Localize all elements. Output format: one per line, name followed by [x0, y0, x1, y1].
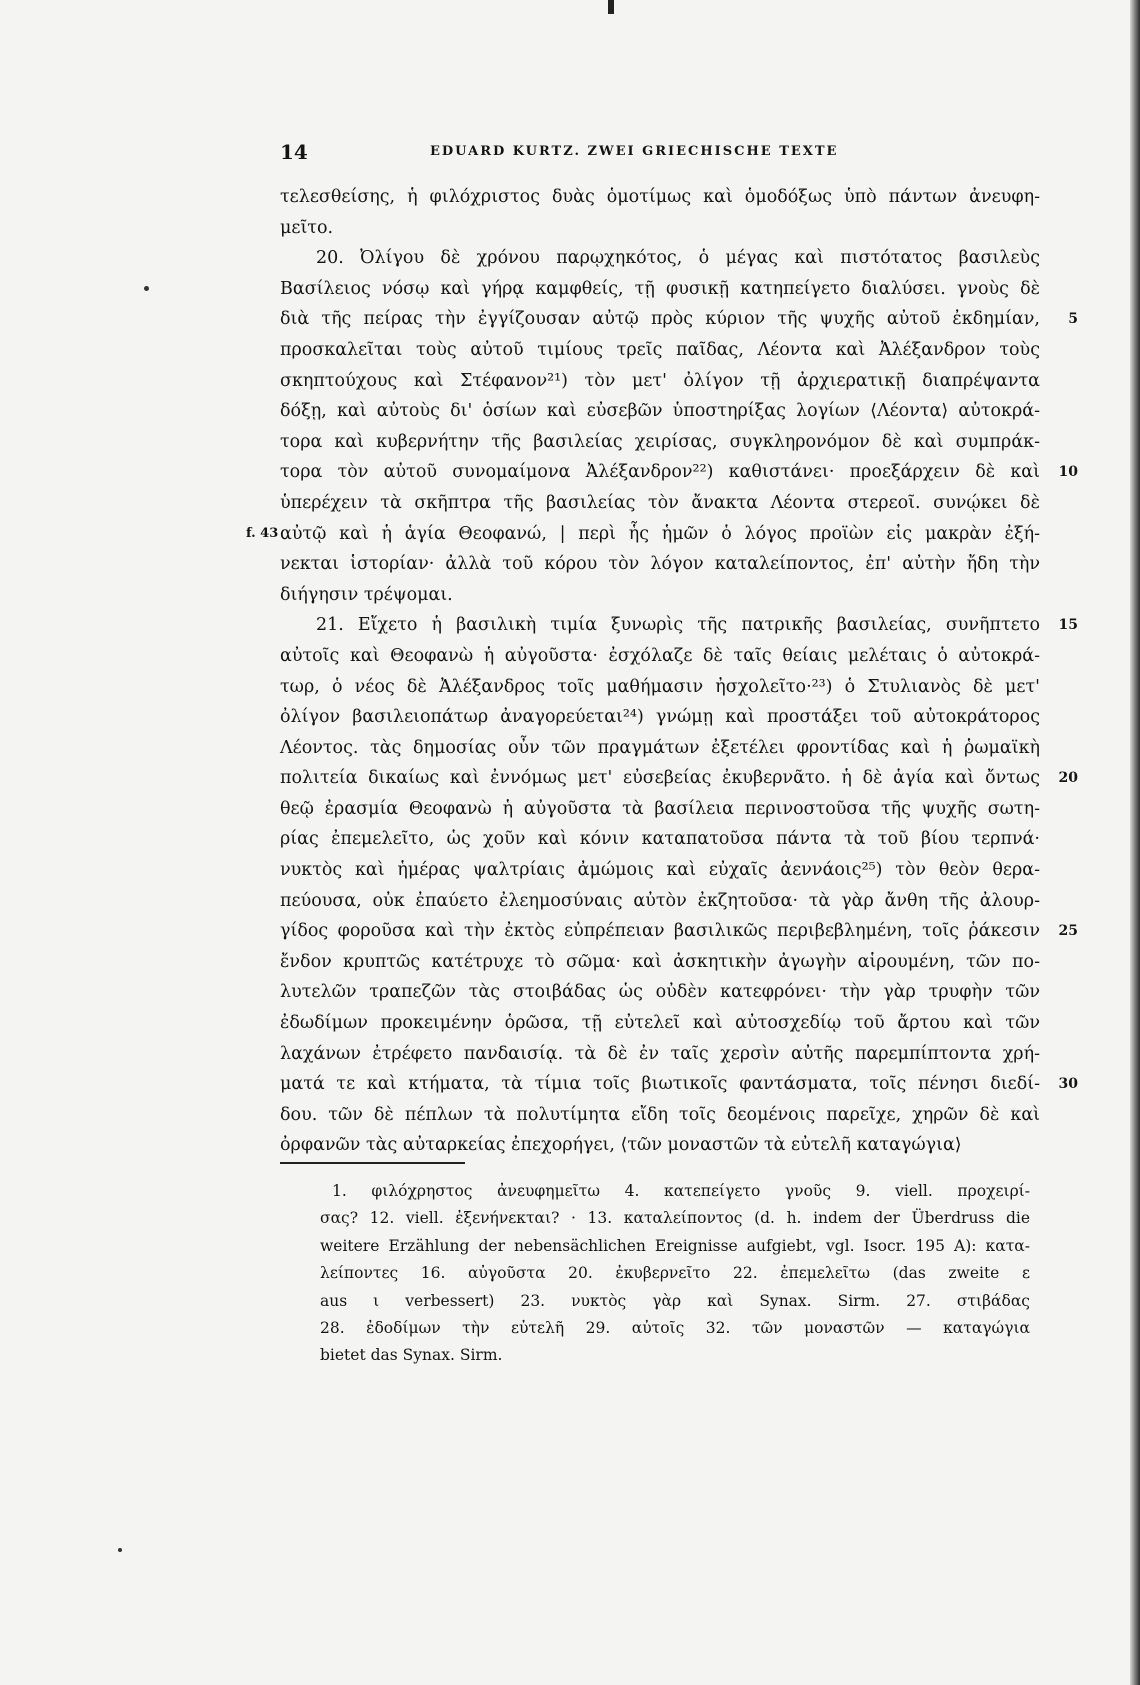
text-line-content: 20. Ὀλίγου δὲ χρόνου παρῳχηκότος, ὁ μέγας καὶ πιστότατος βασιλεὺς	[316, 248, 1040, 269]
text-line	[280, 855, 1040, 886]
text-line	[280, 916, 1078, 947]
text-line-content: μεῖτο.	[280, 217, 334, 238]
text-line	[280, 396, 1040, 427]
text-line-content: νεκται ἱστορίαν· ἀλλὰ τοῦ κόρου τὸν λόγον καταλείποντος, ἐπ' αὐτὴν ἤδη τὴν	[280, 554, 1040, 575]
text-line	[280, 672, 1040, 703]
line-number: 25	[1058, 923, 1078, 940]
text-line	[280, 1130, 1040, 1161]
text-line-content: πεύουσα, οὐκ ἐπαύετο ἐλεημοσύναις αὐτὸν ἐκζητοῦσα· τὰ γὰρ ἄνθη τῆς ἀλουρ-	[280, 890, 1040, 911]
text-line	[280, 763, 1078, 794]
text-line-content: τωρ, ὁ νέος δὲ Ἀλέξανδρος τοῖς μαθήμασιν ἠσχολεῖτο·²³) ὁ Στυλιανὸς δὲ μετ'	[280, 676, 1040, 697]
scan-speck	[144, 286, 149, 291]
text-line-content: Βασίλειος νόσῳ καὶ γήρᾳ καμφθείς, τῇ φυσικῇ κατηπείγετο διαλύσει. γνοὺς δὲ	[280, 278, 1040, 299]
text-line-content: τορα τὸν αὐτοῦ συνομαίμονα Ἀλέξανδρον²²) καθιστάνει· προεξάρχειν δὲ καὶ	[280, 462, 1040, 483]
page-edge-shadow	[1130, 0, 1140, 1685]
text-line-content: γίδος φοροῦσα καὶ τὴν ἐκτὸς εὐπρέπειαν βασιλικῶς περιβεβλημένη, τοῖς ῥάκεσιν	[280, 921, 1040, 942]
text-line	[280, 733, 1040, 764]
text-line	[280, 366, 1040, 397]
page-number: 14	[280, 140, 308, 164]
text-line	[280, 580, 1040, 611]
text-line-content: διὰ τῆς πείρας τὴν ἐγγίζουσαν αὐτῷ πρὸς κύριον τῆς ψυχῆς αὐτοῦ ἐκδημίαν,	[280, 309, 1040, 330]
text-line	[280, 1100, 1040, 1131]
text-line-content: αὐτῷ καὶ ἡ ἁγία Θεοφανώ, | περὶ ἧς ἡμῶν ὁ λόγος προϊὼν εἰς μακρὰν ἐξή-	[280, 523, 1040, 544]
running-head: EDUARD KURTZ. ZWEI GRIECHISCHE TEXTE	[430, 144, 839, 159]
text-line	[280, 549, 1040, 580]
scan-speck	[118, 1548, 122, 1552]
page-header	[280, 140, 1040, 166]
text-line	[280, 274, 1040, 305]
text-line	[280, 947, 1040, 978]
text-line	[280, 304, 1078, 335]
text-line-content: αὐτοῖς καὶ Θεοφανὼ ἡ αὐγοῦστα· ἐσχόλαζε δὲ ταῖς θείαις μελέταις ὁ αὐτοκρά-	[280, 645, 1040, 666]
text-line	[280, 824, 1040, 855]
footnote-line: bietet das Synax. Sirm.	[320, 1346, 503, 1365]
text-line	[280, 1069, 1078, 1100]
footnote-line: σας? 12. viell. ἐξενήνεκται? · 13. καταλείποντος (d. h. indem der Überdruss die	[320, 1209, 1030, 1228]
text-line	[280, 335, 1040, 366]
text-line-content: ὑπερέχειν τὰ σκῆπτρα τῆς βασιλείας τὸν ἄνακτα Λέοντα στερεοῖ. συνῴκει δὲ	[280, 492, 1040, 513]
text-line	[280, 243, 1040, 274]
text-line-content: τορα καὶ κυβερνήτην τῆς βασιλείας χειρίσας, συγκληρονόμον δὲ καὶ συμπράκ-	[280, 431, 1040, 452]
text-line	[280, 610, 1078, 641]
text-line-content: πολιτεία δικαίως καὶ ἐννόμως μετ' εὐσεβείας ἐκυβερνᾶτο. ἡ δὲ ἁγία καὶ ὄντως	[280, 768, 1040, 789]
text-line-content: ἔνδον κρυπτῶς κατέτρυχε τὸ σῶμα· καὶ ἀσκητικὴν ἀγωγὴν αἱρουμένη, τῶν πο-	[280, 951, 1040, 972]
text-line-content: ρίας ἐπεμελεῖτο, ὡς χοῦν καὶ κόνιν καταπατοῦσα πάντα τὰ τοῦ βίου τερπνά·	[280, 829, 1040, 850]
text-line-content: Λέοντος. τὰς δημοσίας οὖν τῶν πραγμάτων ἐξετέλει φροντίδας καὶ ἡ ῥωμαϊκὴ	[280, 737, 1040, 758]
text-line-content: θεῷ ἐρασμία Θεοφανὼ ἡ αὐγοῦστα τὰ βασίλεια περινοστοῦσα τῆς ψυχῆς σωτη-	[280, 798, 1040, 819]
text-line-content: δόξῃ, καὶ αὐτοὺς δι' ὁσίων καὶ εὐσεβῶν ὑποστηρίξας λογίων ⟨Λέοντα⟩ αὐτοκρά-	[280, 401, 1040, 422]
text-line	[280, 977, 1040, 1008]
line-number: 30	[1058, 1076, 1078, 1093]
line-number: 5	[1068, 311, 1078, 328]
line-number: 15	[1058, 617, 1078, 634]
text-line-content: σκηπτούχους καὶ Στέφανον²¹) τὸν μετ' ὀλίγον τῇ ἀρχιερατικῇ διαπρέψαντα	[280, 370, 1040, 391]
footnote-line: weitere Erzählung der nebensächlichen Ereignisse aufgiebt, vgl. Isocr. 195 A): κατα-	[320, 1236, 1030, 1255]
critical-apparatus	[320, 1178, 1030, 1370]
text-line-content: νυκτὸς καὶ ἡμέρας ψαλτρίαις ἀμώμοις καὶ εὐχαῖς ἀεννάοις²⁵) τὸν θεὸν θερα-	[280, 860, 1040, 881]
footnote-line: λείποντες 16. αὐγοῦστα 20. ἐκυβερνεῖτο 22. ἐπεμελεῖτω (das zweite ε	[320, 1264, 1030, 1283]
text-line-content: ἐδωδίμων προκειμένην ὁρῶσα, τῇ εὐτελεῖ καὶ αὐτοσχεδίῳ τοῦ ἄρτου καὶ τῶν	[280, 1013, 1040, 1034]
footnote-rule	[280, 1162, 465, 1164]
text-line	[280, 488, 1040, 519]
text-line-content: λαχάνων ἐτρέφετο πανδαισίᾳ. τὰ δὲ ἐν ταῖς χερσὶν αὐτῆς παρεμπίπτοντα χρή-	[280, 1043, 1040, 1064]
footnote-line: 28. ἐδοδίμων τὴν εὐτελῆ 29. αὐτοῖς 32. τῶν μοναστῶν — καταγώγια	[320, 1318, 1030, 1337]
text-line	[280, 182, 1040, 213]
text-line-content: δου. τῶν δὲ πέπλων τὰ πολυτίμητα εἴδη τοῖς δεομένοις παρεῖχε, χηρῶν δὲ καὶ	[280, 1104, 1040, 1125]
line-number: 10	[1058, 464, 1078, 481]
footnote-line: aus ι verbessert) 23. νυκτὸς γὰρ καὶ Synax. Sirm. 27. στιβάδας	[320, 1291, 1030, 1310]
text-line	[280, 1039, 1040, 1070]
text-line-content: ὀλίγον βασιλειοπάτωρ ἀναγορεύεται²⁴) γνώμῃ καὶ προστάξει τοῦ αὐτοκράτορος	[280, 707, 1040, 728]
text-line	[280, 794, 1040, 825]
text-line-content: ματά τε καὶ κτήματα, τὰ τίμια τοῖς βιωτικοῖς φαντάσματα, τοῖς πένησι διεδί-	[280, 1074, 1040, 1095]
text-line	[280, 427, 1040, 458]
main-text	[246, 182, 1078, 1161]
text-line	[280, 1008, 1040, 1039]
scan-mark	[608, 0, 614, 14]
text-line-content: λυτελῶν τραπεζῶν τὰς στοιβάδας ὡς οὐδὲν κατεφρόνει· τὴν γὰρ τρυφὴν τῶν	[280, 982, 1040, 1003]
text-line-content: διήγησιν τρέψομαι.	[280, 584, 453, 605]
text-line	[280, 457, 1078, 488]
text-line	[280, 702, 1040, 733]
text-line-content: ὀρφανῶν τὰς αὐταρκείας ἐπεχορήγει, ⟨τῶν μοναστῶν τὰ εὐτελῆ καταγώγια⟩	[280, 1135, 962, 1156]
text-line-content: 21. Εἴχετο ἡ βασιλικὴ τιμία ξυνωρὶς τῆς πατρικῆς βασιλείας, συνῆπτετο	[316, 615, 1040, 636]
text-line	[246, 519, 1040, 550]
line-number: 20	[1058, 770, 1078, 787]
folio-marker: f. 43	[246, 525, 279, 541]
text-line	[280, 641, 1040, 672]
text-line-content: τελεσθείσης, ἡ φιλόχριστος δυὰς ὁμοτίμως καὶ ὁμοδόξως ὑπὸ πάντων ἀνευφη-	[280, 187, 1040, 207]
text-line	[280, 213, 1040, 244]
text-line	[280, 886, 1040, 917]
text-line-content: προσκαλεῖται τοὺς αὐτοῦ τιμίους τρεῖς παῖδας, Λέοντα καὶ Ἀλέξανδρον τοὺς	[280, 339, 1040, 360]
footnote-line: 1. φιλόχρηστος ἀνευφημεῖτω 4. κατεπείγετο γνοῦς 9. viell. προχειρί-	[332, 1182, 1030, 1200]
